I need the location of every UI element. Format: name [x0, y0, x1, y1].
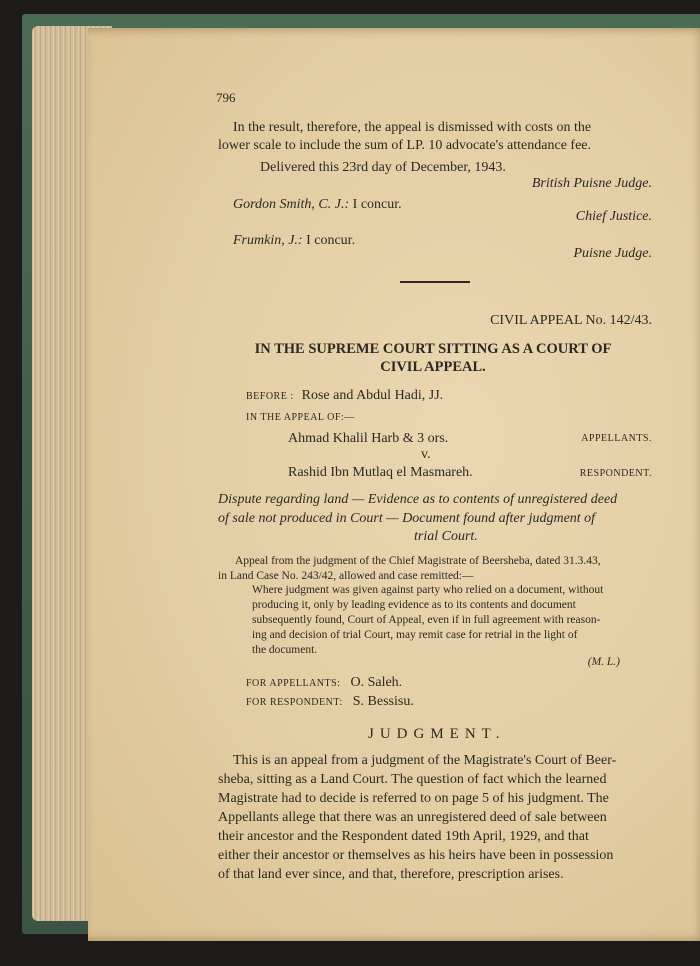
frumkin-name: Frumkin, J.:	[233, 233, 303, 248]
case-number: CIVIL APPEAL No. 142/43.	[490, 313, 652, 328]
appeal-of-label: IN THE APPEAL OF:—	[246, 412, 355, 423]
court-title-line-1: IN THE SUPREME COURT SITTING AS A COURT OF	[254, 341, 612, 357]
opening-line-1: In the result, therefore, the appeal is dismissed with costs on the	[233, 120, 592, 135]
counsel-respondent	[246, 692, 414, 710]
opening-line-2: lower scale to include the sum of LP. 10 advocate's attendance fee.	[218, 138, 591, 153]
puisne-judge: Puisne Judge.	[573, 246, 652, 261]
court-title-line-2: CIVIL APPEAL.	[380, 359, 486, 375]
book-page	[88, 28, 700, 941]
versus: v.	[421, 447, 431, 462]
summary-line-6: ing and decision of trial Court, may remit case for retrial in the light of	[252, 629, 578, 641]
page-number: 796	[216, 90, 236, 105]
bench-line	[246, 386, 443, 404]
judgment-heading: JUDGMENT.	[368, 726, 506, 742]
gordon-smith-concur	[233, 197, 402, 213]
summary-line-5: subsequently found, Court of Appeal, even if in full agreement with reason-	[252, 614, 601, 626]
appellant-name: Ahmad Khalil Harb & 3 ors.	[288, 431, 449, 446]
appellant-role: APPELLANTS.	[581, 433, 652, 444]
summary-line-1: Appeal from the judgment of the Chief Magistrate of Beersheba, dated 31.3.43,	[235, 555, 601, 567]
gordon-smith-name: Gordon Smith, C. J.:	[233, 197, 350, 212]
before-value: Rose and Abdul Hadi, JJ.	[301, 388, 444, 403]
headnote-line-1: Dispute regarding land — Evidence as to contents of unregistered deed	[218, 492, 618, 507]
counsel-appellants-value: O. Saleh.	[350, 675, 403, 690]
headnote-line-2: of sale not produced in Court — Document found after judgment of	[218, 511, 596, 526]
respondent-role: RESPONDENT.	[579, 468, 652, 479]
judgment-line-2: sheba, sitting as a Land Court. The question of fact which the learned	[218, 772, 607, 787]
judgment-line-3: Magistrate had to decide is referred to on page 5 of his judgment. The	[218, 791, 609, 806]
judgment-line-4: Appellants allege that there was an unregistered deed of sale between	[218, 810, 607, 825]
chief-justice: Chief Justice.	[575, 209, 652, 224]
judgment-line-7: of that land ever since, and that, therefore, prescription arises.	[218, 867, 564, 882]
headnote-line-3: trial Court.	[414, 529, 478, 544]
before-label: BEFORE :	[246, 391, 294, 402]
judgment-line-1: This is an appeal from a judgment of the Magistrate's Court of Beer-	[233, 753, 617, 768]
british-puisne-judge: British Puisne Judge.	[531, 176, 652, 191]
counsel-respondent-value: S. Bessisu.	[352, 694, 414, 709]
counsel-respondent-label: FOR RESPONDENT:	[246, 697, 343, 708]
section-divider	[400, 281, 470, 283]
respondent-name: Rashid Ibn Mutlaq el Masmareh.	[288, 465, 473, 480]
frumkin-concur	[233, 233, 355, 249]
counsel-appellants	[246, 673, 402, 691]
summary-line-4: producing it, only by leading evidence as to its contents and document	[252, 599, 576, 611]
summary-line-3: Where judgment was given against party who relied on a document, without	[252, 584, 604, 596]
judgment-line-6: either their ancestor or themselves as his heirs have been in possession	[218, 848, 614, 863]
judgment-line-5: their ancestor and the Respondent dated 19th April, 1929, and that	[218, 829, 589, 844]
counsel-appellants-label: FOR APPELLANTS:	[246, 678, 341, 689]
summary-line-2: in Land Case No. 243/42, allowed and case remitted:—	[218, 570, 474, 582]
delivered-line: Delivered this 23rd day of December, 1943.	[260, 160, 506, 175]
summary-initials: (M. L.)	[587, 656, 620, 668]
summary-line-7: the document.	[252, 644, 318, 656]
gordon-smith-text: I concur.	[352, 197, 402, 212]
frumkin-text: I concur.	[306, 233, 356, 248]
